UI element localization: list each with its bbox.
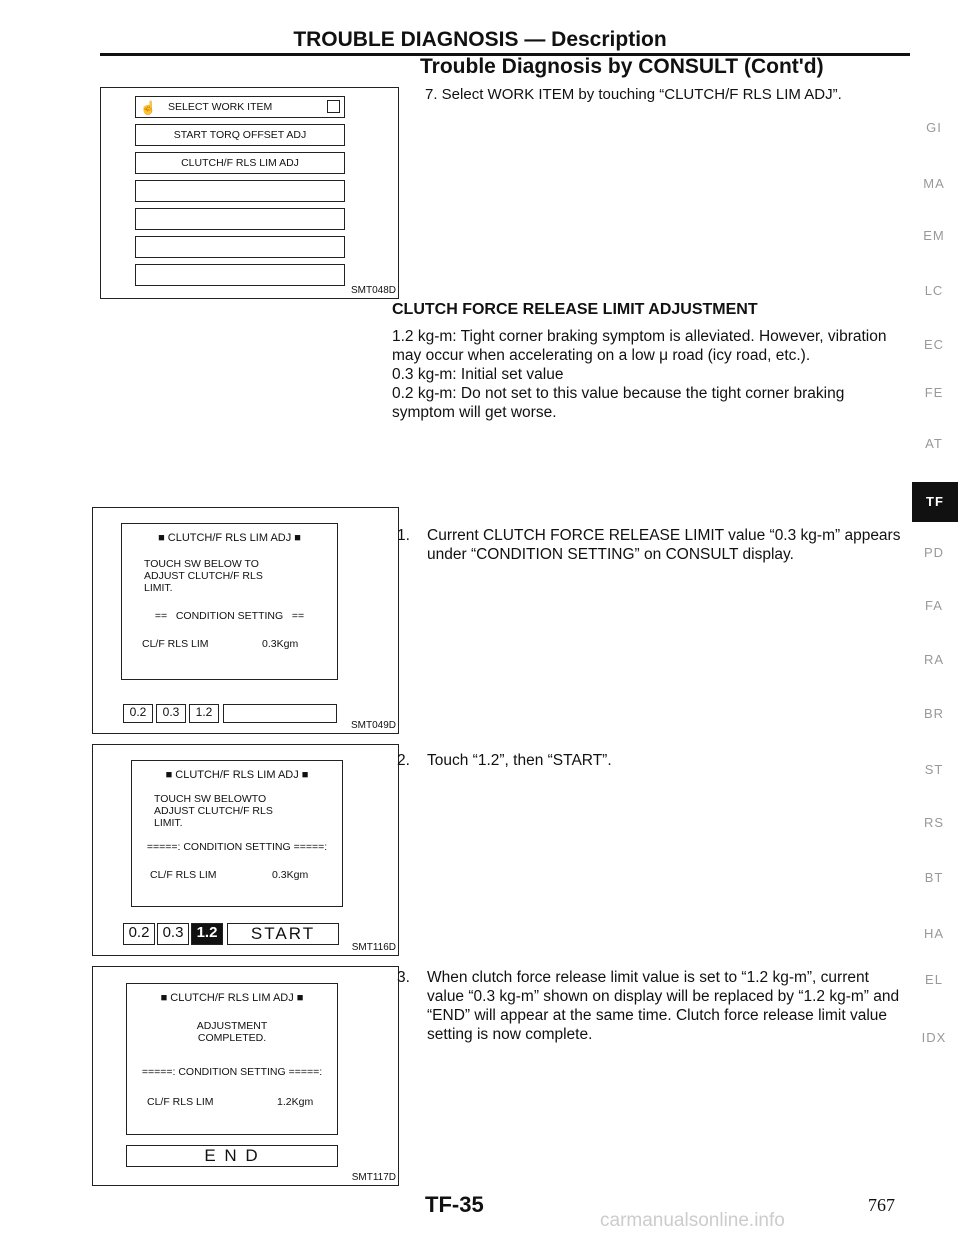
completion-line: ADJUSTMENT — [196, 1020, 268, 1032]
param-name: CL/F RLS LIM — [150, 869, 217, 881]
tab-ma[interactable]: MA — [923, 176, 945, 191]
screen-title-row — [135, 96, 345, 118]
tab-rs[interactable]: RS — [923, 815, 945, 830]
instruction-line: TOUCH SW BELOW TO — [144, 558, 259, 570]
watermark: carmanualsonline.info — [600, 1210, 785, 1231]
instruction-line: ADJUST CLUTCH/F RLS — [144, 570, 263, 582]
tab-ra[interactable]: RA — [923, 652, 945, 667]
page-number: 767 — [868, 1195, 895, 1215]
param-name: CL/F RLS LIM — [147, 1096, 214, 1108]
btn-0-2[interactable]: 0.2 — [123, 923, 155, 945]
figure-select-work-item — [100, 87, 399, 299]
completion-text — [127, 1020, 337, 1044]
section-body — [392, 327, 907, 422]
param-row — [132, 869, 342, 883]
param-name: CL/F RLS LIM — [142, 638, 209, 650]
step-7: 7. Select WORK ITEM by touching “CLUTCH/F RLS LIM ADJ”. — [425, 86, 842, 103]
btn-empty[interactable] — [223, 704, 337, 723]
step-number: 1. — [397, 527, 410, 544]
tab-idx[interactable]: IDX — [921, 1030, 947, 1045]
tab-gi[interactable]: GI — [926, 120, 942, 135]
work-item-empty[interactable] — [135, 236, 345, 258]
figure-code: SMT116D — [351, 942, 396, 953]
condition-setting: =====: CONDITION SETTING =====: — [146, 841, 328, 853]
select-work-item-title: SELECT WORK ITEM — [168, 101, 273, 113]
step-number: 3. — [397, 969, 410, 986]
instruction-line: LIMIT. — [154, 817, 183, 829]
screen-title: ■ CLUTCH/F RLS LIM ADJ ■ — [158, 532, 301, 544]
param-row — [127, 1096, 337, 1110]
instruction-text — [144, 558, 337, 594]
btn-0-3[interactable]: 0.3 — [156, 704, 186, 723]
end-button[interactable]: E N D — [126, 1145, 338, 1167]
step-2 — [397, 751, 907, 770]
tab-pd[interactable]: PD — [923, 545, 945, 560]
step-3 — [397, 968, 907, 1044]
screen-title-text: CLUTCH/F RLS LIM ADJ — [167, 532, 292, 544]
tab-fe[interactable]: FE — [924, 385, 944, 400]
tab-ec[interactable]: EC — [923, 337, 945, 352]
tab-em[interactable]: EM — [923, 228, 945, 243]
screen-title-text: CLUTCH/F RLS LIM ADJ — [170, 992, 294, 1004]
btn-1-2-selected[interactable]: 1.2 — [191, 923, 223, 945]
condition-setting: == CONDITION SETTING == — [154, 610, 305, 622]
consult-screen — [135, 96, 345, 274]
instruction-line: TOUCH SW BELOWTO — [154, 793, 267, 805]
figure-code: SMT048D — [350, 285, 396, 296]
consult-screen — [126, 983, 338, 1135]
spec-line: 0.3 kg-m: Initial set value — [392, 366, 564, 383]
hand-pointer-icon: ☝ — [140, 100, 157, 115]
tab-el[interactable]: EL — [925, 972, 943, 987]
tab-st[interactable]: ST — [924, 762, 944, 777]
param-value: 0.3Kgm — [272, 869, 309, 881]
btn-1-2[interactable]: 1.2 — [189, 704, 219, 723]
param-value: 1.2Kgm — [277, 1096, 314, 1108]
step-1 — [397, 526, 907, 564]
consult-screen — [121, 523, 338, 680]
btn-0-3[interactable]: 0.3 — [157, 923, 189, 945]
step-text: Touch “1.2”, then “START”. — [427, 752, 612, 769]
figure-code: SMT117D — [351, 1172, 396, 1183]
start-button[interactable]: START — [227, 923, 339, 945]
work-item-empty[interactable] — [135, 208, 345, 230]
work-item-empty[interactable] — [135, 180, 345, 202]
page-subtitle: Trouble Diagnosis by CONSULT (Cont'd) — [420, 55, 824, 78]
page-header: TROUBLE DIAGNOSIS — Description — [293, 28, 667, 51]
figure-select-1-2 — [92, 744, 399, 956]
tab-fa[interactable]: FA — [925, 598, 943, 613]
figure-condition-setting — [92, 507, 399, 734]
screen-title: ■ CLUTCH/F RLS LIM ADJ ■ — [160, 992, 304, 1004]
checkbox-icon — [327, 100, 340, 113]
param-row — [122, 638, 337, 652]
condition-setting: =====: CONDITION SETTING =====: — [141, 1066, 323, 1078]
figure-adjustment-completed — [92, 966, 399, 1186]
work-item-empty[interactable] — [135, 264, 345, 286]
work-item-clutch-rls[interactable]: CLUTCH/F RLS LIM ADJ — [135, 152, 345, 174]
section-page-code: TF-35 — [425, 1192, 484, 1217]
spec-line: 0.2 kg-m: Do not set to this value because the tight corner braking symptom will get worse. — [392, 385, 845, 421]
tab-bt[interactable]: BT — [924, 870, 944, 885]
consult-screen — [131, 760, 343, 907]
tab-at[interactable]: AT — [925, 436, 943, 451]
section-title: CLUTCH FORCE RELEASE LIMIT ADJUSTMENT — [392, 301, 758, 318]
btn-0-2[interactable]: 0.2 — [123, 704, 153, 723]
param-value: 0.3Kgm — [262, 638, 299, 650]
figure-code: SMT049D — [350, 720, 396, 731]
work-item-start-torq[interactable]: START TORQ OFFSET ADJ — [135, 124, 345, 146]
completion-line: COMPLETED. — [197, 1032, 267, 1044]
step-text: When clutch force release limit value is set to “1.2 kg-m”, current value “0.3 kg-m” shown on display will be replaced by “1.2 kg-m” and “END” will appear at the same time. Clutch force release limit value setting is now complete. — [427, 969, 900, 1043]
tab-br[interactable]: BR — [923, 706, 945, 721]
screen-title-text: CLUTCH/F RLS LIM ADJ — [175, 769, 299, 781]
instruction-line: ADJUST CLUTCH/F RLS — [154, 805, 273, 817]
step-number: 2. — [397, 752, 410, 769]
step-text: Current CLUTCH FORCE RELEASE LIMIT value “0.3 kg-m” appears under “CONDITION SETTING” on CONSULT display. — [427, 527, 901, 563]
tab-tf-active[interactable]: TF — [912, 482, 958, 522]
screen-title: ■ CLUTCH/F RLS LIM ADJ ■ — [165, 769, 309, 781]
instruction-line: LIMIT. — [144, 582, 173, 594]
instruction-text — [154, 793, 342, 829]
spec-line: 1.2 kg-m: Tight corner braking symptom is alleviated. However, vibration may occur when accelerating on a low μ road (icy road, etc.). — [392, 328, 887, 364]
tab-lc[interactable]: LC — [924, 283, 944, 298]
tab-ha[interactable]: HA — [923, 926, 945, 941]
